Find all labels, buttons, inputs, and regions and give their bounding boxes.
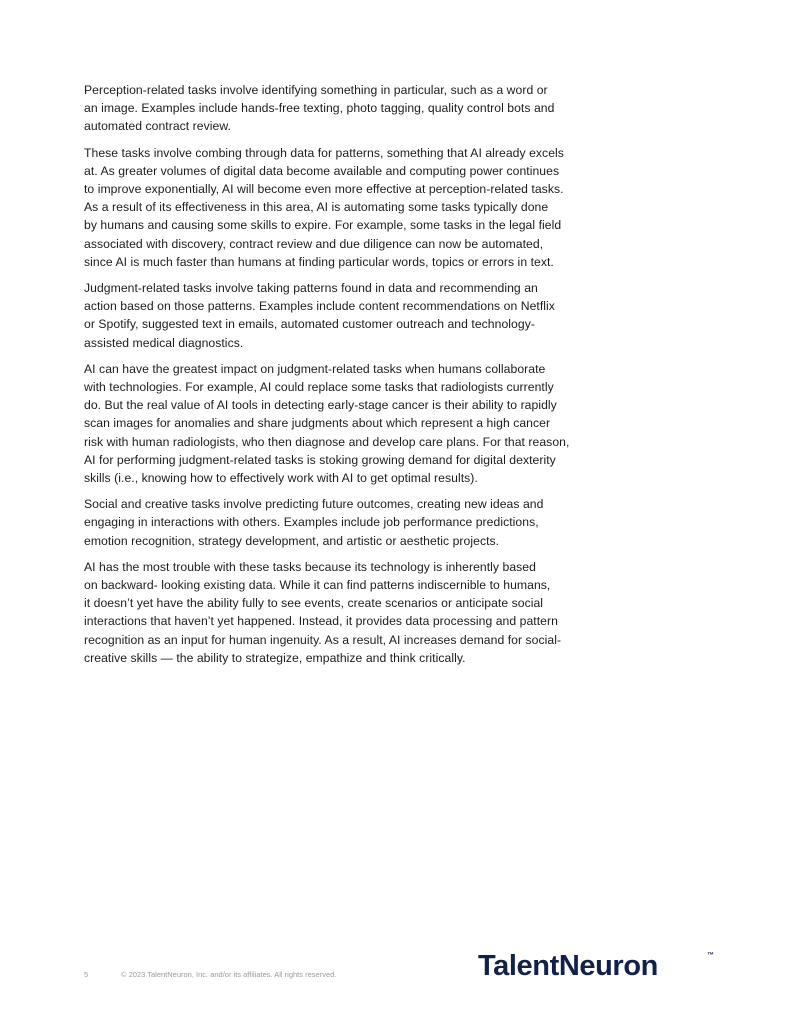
paragraph-social-creative bbox=[84, 495, 604, 550]
text-line: creative skills — the ability to strategize, empathize and think critically. bbox=[84, 650, 466, 665]
text-line: at. As greater volumes of digital data become available and computing power continues bbox=[84, 163, 560, 178]
text-line: AI for performing judgment-related tasks is stoking growing demand for digital dexterity bbox=[84, 452, 556, 467]
text-line: by humans and causing some skills to expire. For example, some tasks in the legal field bbox=[84, 218, 562, 233]
text-line: action based on those patterns. Examples include content recommendations on Netflix bbox=[84, 299, 555, 314]
text-line: AI has the most trouble with these tasks because its technology is inherently based bbox=[84, 559, 536, 574]
text-line: with technologies. For example, AI could replace some tasks that radiologists currently bbox=[84, 380, 554, 395]
paragraph-judgment-detail bbox=[84, 360, 604, 487]
text-line: associated with discovery, contract review and due diligence can now be automated, bbox=[84, 236, 544, 251]
text-line: Social and creative tasks involve predicting future outcomes, creating new ideas and bbox=[84, 497, 544, 512]
text-line: to improve exponentially, AI will become even more effective at perception-related tasks. bbox=[84, 182, 564, 197]
talentneuron-logo: TalentNeuron bbox=[478, 950, 658, 982]
text-line: automated contract review. bbox=[84, 119, 231, 134]
body-content bbox=[84, 81, 604, 675]
paragraph-judgment bbox=[84, 279, 604, 352]
text-line: AI can have the greatest impact on judgment-related tasks when humans collaborate bbox=[84, 361, 546, 376]
text-line: recognition as an input for human ingenuity. As a result, AI increases demand for social- bbox=[84, 632, 562, 647]
paragraph-perception bbox=[84, 81, 604, 136]
text-line: an image. Examples include hands-free texting, photo tagging, quality control bots and bbox=[84, 101, 555, 116]
text-line: do. But the real value of AI tools in detecting early-stage cancer is their ability to rapidly bbox=[84, 398, 557, 413]
text-line: scan images for anomalies and share judgments about which represent a high cancer bbox=[84, 416, 551, 431]
text-line: emotion recognition, strategy development, and artistic or aesthetic projects. bbox=[84, 533, 500, 548]
text-line: on backward- looking existing data. While it can find patterns indiscernible to humans, bbox=[84, 578, 551, 593]
text-line: As a result of its effectiveness in this area, AI is automating some tasks typically done bbox=[84, 200, 549, 215]
paragraph-social-creative-detail bbox=[84, 558, 604, 667]
text-line: or Spotify, suggested text in emails, automated customer outreach and technology- bbox=[84, 317, 535, 332]
text-line: risk with human radiologists, who then diagnose and develop care plans. For that reason, bbox=[84, 434, 570, 449]
text-line: since AI is much faster than humans at finding particular words, topics or errors in text. bbox=[84, 254, 554, 269]
text-line: skills (i.e., knowing how to effectively work with AI to get optimal results). bbox=[84, 471, 478, 486]
trademark-symbol: ™ bbox=[707, 952, 714, 959]
text-line: assisted medical diagnostics. bbox=[84, 335, 244, 350]
text-line: engaging in interactions with others. Examples include job performance predictions, bbox=[84, 515, 539, 530]
page-footer bbox=[84, 950, 714, 991]
copyright-notice: © 2023 TalentNeuron, Inc. and/or its affiliates. All rights reserved. bbox=[121, 970, 337, 979]
text-line: These tasks involve combing through data for patterns, something that AI already excels bbox=[84, 145, 564, 160]
paragraph-perception-detail bbox=[84, 144, 604, 271]
text-line: interactions that haven’t yet happened. Instead, it provides data processing and pattern bbox=[84, 614, 558, 629]
text-line: Perception-related tasks involve identifying something in particular, such as a word or bbox=[84, 83, 548, 97]
text-line: it doesn’t yet have the ability fully to see events, create scenarios or anticipate social bbox=[84, 596, 544, 611]
page-number: 5 bbox=[84, 970, 89, 979]
text-line: Judgment-related tasks involve taking patterns found in data and recommending an bbox=[84, 281, 538, 296]
